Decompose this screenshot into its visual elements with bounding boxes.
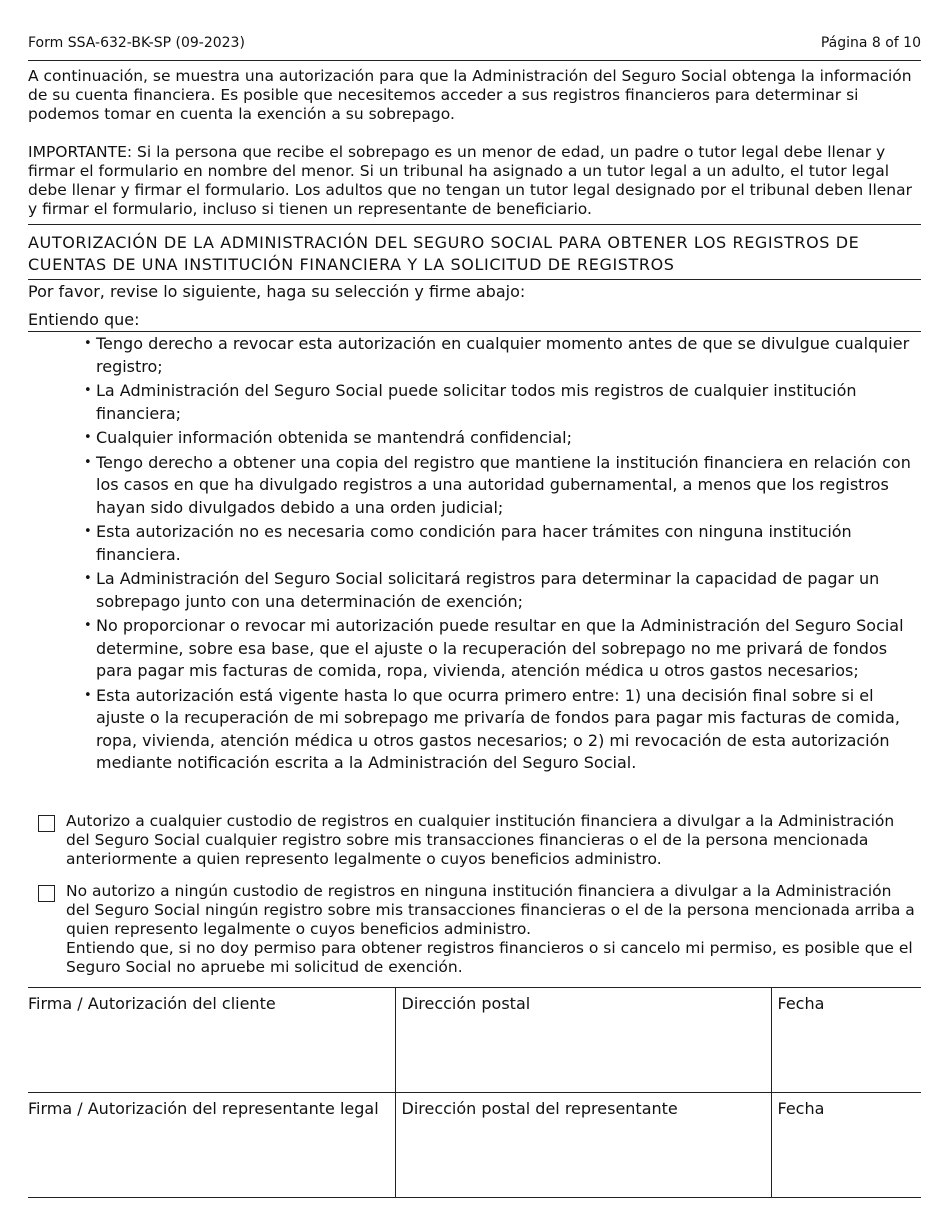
representative-signature-label: Firma / Autorización del representante legal — [28, 1099, 379, 1118]
page-number: Página 8 of 10 — [820, 35, 921, 51]
form-id: Form SSA-632-BK-SP (09-2023) — [28, 35, 245, 51]
client-date-label: Fecha — [777, 994, 825, 1013]
important-notice: IMPORTANTE: Si la persona que recibe el sobrepago es un menor de edad, un padre o tutor legal debe llenar y firmar el formulario en nombre del menor. Si un tribunal ha asignado a un tutor legal a un adulto, el tutor legal debe llenar y firmar el formulario. Los adultos que no tengan un tutor legal designado por el tribunal deben llenar y firmar el formulario, incluso si tienen un representante de beneficiario. — [28, 143, 912, 218]
not-authorize-text — [66, 882, 918, 977]
list-item: • Tengo derecho a revocar esta autorización en cualquier momento antes de que se divulgue cualquier registro; — [84, 333, 924, 378]
instruction-text: Por favor, revise lo siguiente, haga su selección y firme abajo: — [28, 282, 526, 301]
representative-address-field[interactable] — [395, 1093, 771, 1198]
authorize-checkbox[interactable] — [38, 815, 55, 832]
list-item: • Esta autorización está vigente hasta lo que ocurra primero entre: 1) una decisión final sobre si el ajuste o la recuperación de mi sobrepago me privaría de fondos para pagar mis facturas de comida, ropa, vivienda, atención médica u otros gastos necesarios; o 2) mi revocación de esta autorización mediante notificación escrita a la Administración del Seguro Social. — [84, 685, 924, 775]
not-authorize-note: Entiendo que, si no doy permiso para obtener registros financieros o si cancelo mi permiso, es posible que el Seguro Social no apruebe mi solicitud de exención. — [66, 939, 913, 976]
client-date-field[interactable] — [771, 988, 921, 1093]
representative-date-field[interactable] — [771, 1093, 921, 1198]
mailing-address-field[interactable] — [395, 988, 771, 1093]
understand-divider — [28, 331, 921, 332]
list-item: • No proporcionar o revocar mi autorización puede resultar en que la Administración del Seguro Social determine, sobre esa base, que el ajuste o la recuperación del sobrepago no me privará de fondos para pagar mis facturas de comida, ropa, vivienda, atención médica u otros gastos necesarios; — [84, 615, 924, 683]
mailing-address-label: Dirección postal — [401, 994, 531, 1013]
intro-paragraph: A continuación, se muestra una autorización para que la Administración del Seguro Social obtenga la información de su cuenta financiera. Es posible que necesitemos acceder a sus registros financieros para determinar si podemos tomar en cuenta la exención a su sobrepago. — [28, 67, 912, 123]
representative-address-label: Dirección postal del representante — [401, 1099, 678, 1118]
section-title-divider — [28, 279, 921, 280]
section-top-divider — [28, 224, 921, 225]
section-title: AUTORIZACIÓN DE LA ADMINISTRACIÓN DEL SEGURO SOCIAL PARA OBTENER LOS REGISTROS DE CUENTAS DE UNA INSTITUCIÓN FINANCIERA Y LA SOLICITUD DE REGISTROS — [28, 233, 860, 274]
representative-signature-field[interactable] — [28, 1093, 395, 1198]
list-item: • Cualquier información obtenida se mantendrá confidencial; — [84, 427, 924, 450]
representative-signature-row — [28, 1093, 921, 1198]
client-signature-row — [28, 988, 921, 1093]
client-signature-field[interactable] — [28, 988, 395, 1093]
page-header — [28, 35, 921, 55]
not-authorize-checkbox[interactable] — [38, 885, 55, 902]
not-authorize-statement: No autorizo a ningún custodio de registros en ninguna institución financiera a divulgar a la Administración del Seguro Social ningún registro sobre mis transacciones financieras o el de la persona mencionada arriba a quien represento legalmente o cuyos beneficios administro. — [66, 882, 915, 938]
list-item: • Esta autorización no es necesaria como condición para hacer trámites con ninguna institución financiera. — [84, 521, 924, 566]
signature-table — [28, 987, 921, 1198]
understand-label: Entiendo que: — [28, 310, 140, 329]
list-item: • Tengo derecho a obtener una copia del registro que mantiene la institución financiera en relación con los casos en que ha divulgado registros a una autoridad gubernamental, a menos que los registros hayan sido divulgados debido a una orden judicial; — [84, 452, 924, 520]
client-signature-label: Firma / Autorización del cliente — [28, 994, 276, 1013]
authorize-text: Autorizo a cualquier custodio de registros en cualquier institución financiera a divulgar a la Administración del Seguro Social cualquier registro sobre mis transacciones financieras o el de la persona mencionada anteriormente a quien represento legalmente o cuyos beneficios administro. — [66, 812, 895, 868]
representative-date-label: Fecha — [777, 1099, 825, 1118]
list-item: • La Administración del Seguro Social puede solicitar todos mis registros de cualquier institución financiera; — [84, 380, 924, 425]
list-item: • La Administración del Seguro Social solicitará registros para determinar la capacidad de pagar un sobrepago junto con una determinación de exención; — [84, 568, 924, 613]
understanding-list — [84, 333, 924, 777]
header-divider — [28, 60, 921, 61]
